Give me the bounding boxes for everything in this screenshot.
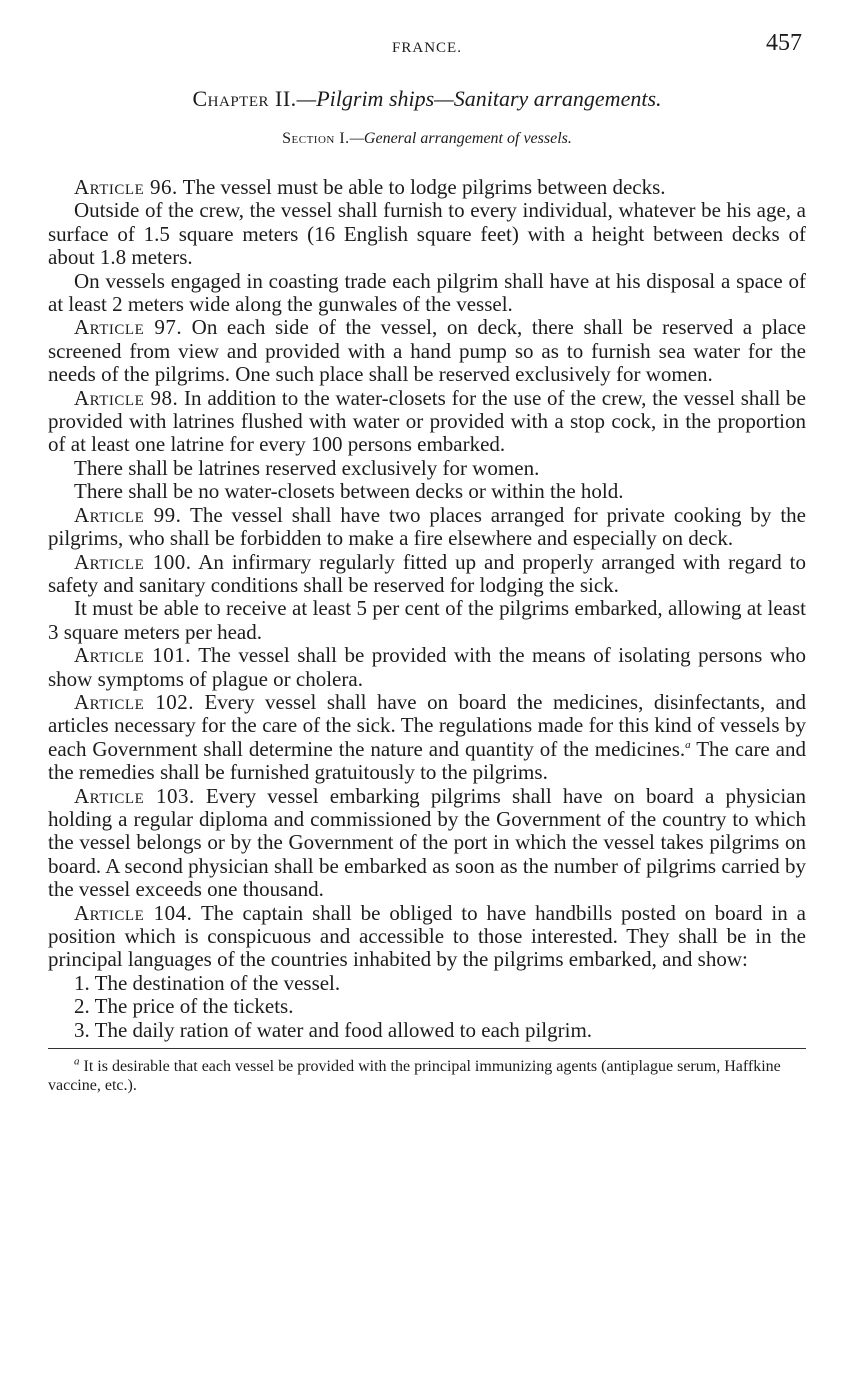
paragraph [48, 551, 806, 598]
paragraph [48, 785, 806, 902]
footnote-divider [48, 1048, 806, 1049]
page-number: 457 [766, 30, 802, 56]
list-item: 1. The destination of the vessel. [74, 970, 341, 995]
paragraph [48, 691, 806, 785]
footnote-text: It is desirable that each vessel be provided with the principal immunizing agents (antiplague serum, Haffkine vaccine, etc.). [48, 1058, 781, 1095]
paragraph-text: In addition to the water-closets for the use of the crew, the vessel shall be provided with latrines flushed with water or provided with a stop cock, in the proportion of at least one latrine for every 100 persons embarked. [48, 385, 806, 457]
section-label: Section I. [282, 130, 350, 147]
paragraph-text: The vessel shall have two places arranged for private cooking by the pilgrims, who shall be forbidden to make a fire elsewhere and especially on deck. [48, 502, 806, 551]
paragraph [48, 270, 806, 317]
paragraph [48, 902, 806, 972]
article-label: Article 102. [74, 689, 194, 714]
paragraph-text-continued: The care and the remedies shall be furnished gratuitously to the pilgrims. [48, 736, 807, 785]
page-header [48, 30, 806, 64]
paragraph [48, 176, 806, 199]
article-label: Article 103. [74, 783, 195, 808]
footnote-reference: a [685, 738, 691, 751]
footnote [48, 1057, 806, 1095]
chapter-label: Chapter II. [192, 86, 297, 111]
paragraph-text: On each side of the vessel, on deck, there shall be reserved a place screened from view and provided with a hand pump so as to furnish sea water for the needs of the pilgrims. One such place shall be reserved exclusively for women. [48, 315, 806, 387]
list-item: 3. The daily ration of water and food allowed to each pilgrim. [74, 1017, 593, 1042]
article-label: Article 104. [74, 900, 193, 925]
paragraph-text: On vessels engaged in coasting trade each pilgrim shall have at his disposal a space of at least 2 meters wide along the gunwales of the vessel. [48, 268, 806, 317]
paragraph [48, 597, 806, 644]
article-label: Article 99. [74, 502, 182, 527]
paragraph-text: There shall be no water-closets between decks or within the hold. [74, 479, 624, 504]
section-title [48, 130, 806, 148]
body-text [48, 176, 806, 1042]
article-label: Article 101. [74, 643, 192, 668]
paragraph [48, 480, 806, 503]
paragraph-text: There shall be latrines reserved exclusively for women. [74, 455, 540, 480]
running-head: FRANCE. [392, 40, 462, 56]
paragraph [48, 504, 806, 551]
section-heading: —General arrangement of vessels. [349, 130, 572, 147]
paragraph-text: Every vessel embarking pilgrims shall have on board a physician holding a regular diploma and commissioned by the Government of the country to which the vessel belongs or by the Government of the port in which the vessel takes pilgrims on board. A second physician shall be embarked as soon as the number of pilgrims carried by the vessel exceeds one thousand. [48, 783, 806, 902]
paragraph-text: It must be able to receive at least 5 per cent of the pilgrims embarked, allowing at least 3 square meters per head. [48, 596, 806, 644]
paragraph [48, 316, 806, 386]
chapter-heading: —Pilgrim ships—Sanitary arrangements. [296, 86, 662, 111]
paragraph-text: Every vessel shall have on board the medicines, disinfectants, and articles necessary for the care of the sick. The regulations made for this kind of vessels by each Government shall determine the nature and quantity of the medicines. [48, 689, 806, 761]
paragraph [48, 387, 806, 457]
paragraph [48, 199, 806, 269]
chapter-title [48, 86, 806, 112]
paragraph-text: The vessel must be able to lodge pilgrims between decks. [177, 175, 666, 199]
page-content [48, 30, 806, 1095]
paragraph-text: Outside of the crew, the vessel shall furnish to every individual, whatever be his age, a surface of 1.5 square meters (16 English square feet) with a height between decks of about 1.8 meters. [48, 198, 806, 270]
paragraph-text: The vessel shall be provided with the means of isolating persons who show symptoms of plague or cholera. [48, 643, 806, 691]
list-item: 2. The price of the tickets. [74, 994, 294, 1019]
article-label: Article 96. [74, 175, 178, 199]
paragraph-text: The captain shall be obliged to have handbills posted on board in a position which is conspicuous and accessible to those interested. They shall be in the principal languages of the countries inhabited by the pilgrims embarked, and show: [48, 900, 806, 972]
article-label: Article 97. [74, 315, 183, 340]
paragraph [48, 644, 806, 691]
article-label: Article 98. [74, 385, 179, 410]
paragraph [48, 457, 806, 480]
article-label: Article 100. [74, 549, 192, 574]
paragraph-text: An infirmary regularly fitted up and properly arranged with regard to safety and sanitary conditions shall be reserved for lodging the sick. [48, 549, 806, 597]
footnote-marker: a [74, 1055, 80, 1068]
